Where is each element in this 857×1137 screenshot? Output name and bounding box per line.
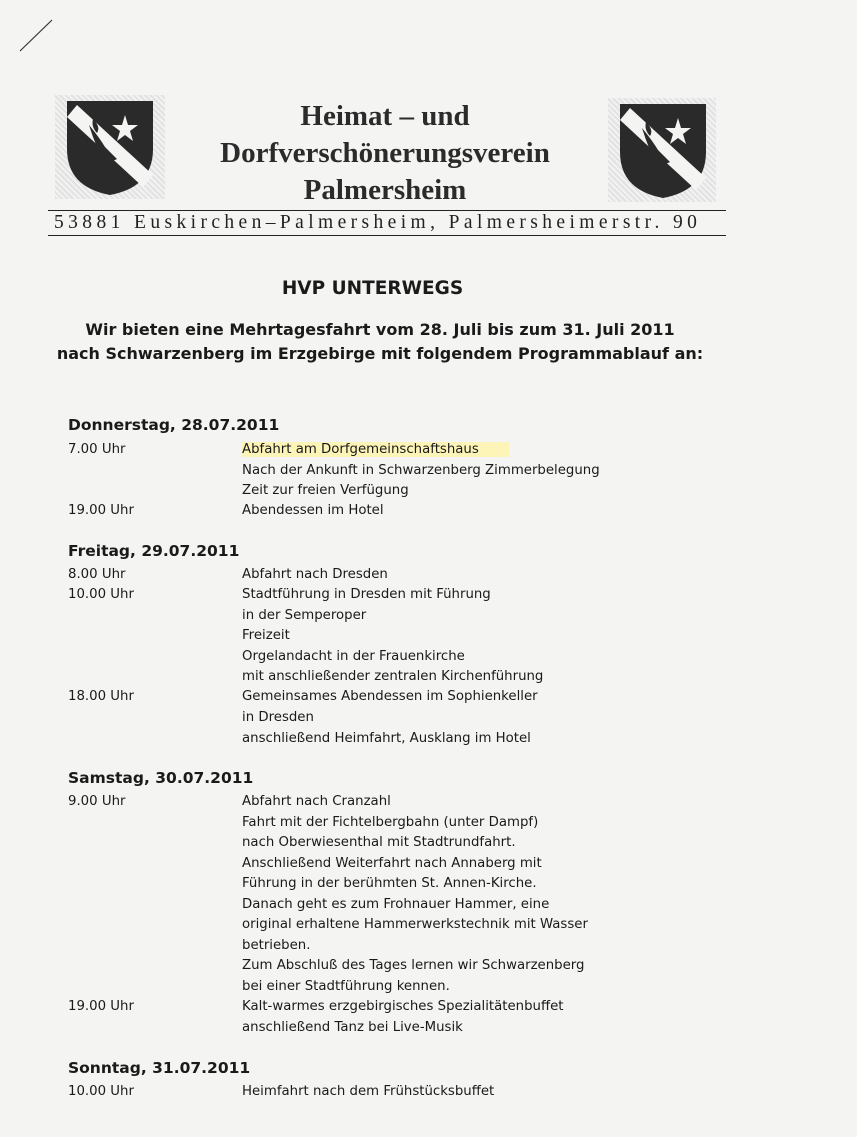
schedule-row [68, 1084, 768, 1105]
schedule-text: in Dresden [242, 710, 314, 725]
schedule-time: 19.00 Uhr [68, 503, 134, 518]
schedule-text: Anschließend Weiterfahrt nach Annaberg mit [242, 856, 542, 871]
schedule-time: 9.00 Uhr [68, 794, 126, 809]
schedule-text: original erhaltene Hammerwerkstechnik mit Wasser [242, 917, 588, 932]
day-title: Samstag, 30.07.2011 [68, 769, 254, 787]
schedule-text: mit anschließender zentralen Kirchenführung [242, 669, 544, 684]
schedule-time: 10.00 Uhr [68, 587, 134, 602]
schedule-row [68, 689, 768, 710]
club-name-line: Palmersheim [303, 174, 467, 206]
schedule-row [68, 917, 768, 938]
schedule-time: 8.00 Uhr [68, 567, 126, 582]
schedule-text: anschließend Heimfahrt, Ausklang im Hotel [242, 731, 531, 746]
schedule-text: Führung in der berühmten St. Annen-Kirche. [242, 876, 537, 891]
schedule-text: nach Oberwiesenthal mit Stadtrundfahrt. [242, 835, 516, 850]
schedule-row [68, 835, 768, 856]
schedule-row [68, 608, 768, 629]
schedule-text: bei einer Stadtführung kennen. [242, 979, 450, 994]
schedule-row [68, 731, 768, 752]
schedule-text: Gemeinsames Abendessen im Sophienkeller [242, 689, 538, 704]
schedule-text: Heimfahrt nach dem Frühstücksbuffet [242, 1084, 495, 1099]
pen-stroke-icon [18, 18, 58, 58]
crest-left-icon [55, 95, 165, 199]
schedule-text: Zum Abschluß des Tages lernen wir Schwarzenberg [242, 958, 585, 973]
schedule-row [68, 649, 768, 670]
schedule-row [68, 856, 768, 877]
schedule-row [68, 669, 768, 690]
schedule-text: in der Semperoper [242, 608, 367, 623]
schedule-text: Abfahrt am Dorfgemeinschaftshaus [242, 442, 509, 457]
schedule-row [68, 794, 768, 815]
schedule-text: Stadtführung in Dresden mit Führung [242, 587, 491, 602]
schedule-text: Abfahrt nach Cranzahl [242, 794, 391, 809]
schedule-row [68, 958, 768, 979]
schedule-row [68, 710, 768, 731]
schedule-row [68, 1020, 768, 1041]
schedule-row [68, 897, 768, 918]
schedule-row [68, 628, 768, 649]
intro-line: nach Schwarzenberg im Erzgebirge mit folgendem Programmablauf an: [56, 344, 704, 363]
day-title: Freitag, 29.07.2011 [68, 542, 240, 560]
schedule-text: Nach der Ankunft in Schwarzenberg Zimmerbelegung [242, 463, 600, 478]
schedule-time: 7.00 Uhr [68, 442, 126, 457]
schedule-time: 19.00 Uhr [68, 999, 134, 1014]
schedule-text: Freizeit [242, 628, 290, 643]
schedule-row [68, 999, 768, 1020]
day-title: Donnerstag, 28.07.2011 [68, 416, 280, 434]
schedule-text: Abendessen im Hotel [242, 503, 384, 518]
schedule-text: betrieben. [242, 938, 311, 953]
club-name [170, 98, 600, 209]
schedule-time: 10.00 Uhr [68, 1084, 134, 1099]
day-title: Sonntag, 31.07.2011 [68, 1059, 251, 1077]
schedule-time: 18.00 Uhr [68, 689, 134, 704]
page-title: HVP UNTERWEGS [281, 278, 464, 299]
crest-right-icon [608, 98, 716, 202]
club-name-line: Dorfverschönerungsverein [220, 137, 550, 169]
schedule-text: Danach geht es zum Frohnauer Hammer, eine [242, 897, 550, 912]
club-address: 53881 Euskirchen–Palmersheim, Palmersheimerstr. 90 [48, 210, 726, 236]
intro-text [40, 318, 720, 366]
schedule-row [68, 938, 768, 959]
club-name-line: Heimat – und [300, 100, 470, 132]
schedule-row [68, 815, 768, 836]
schedule-row [68, 979, 768, 1000]
schedule-text: Abfahrt nach Dresden [242, 567, 388, 582]
schedule-row [68, 463, 768, 484]
schedule-row [68, 483, 768, 504]
schedule-text: Kalt-warmes erzgebirgisches Spezialitätenbuffet [242, 999, 564, 1014]
schedule-row [68, 503, 768, 524]
schedule-text: Orgelandacht in der Frauenkirche [242, 649, 465, 664]
schedule-text: Zeit zur freien Verfügung [242, 483, 409, 498]
schedule-row [68, 876, 768, 897]
schedule-row [68, 567, 768, 588]
intro-line: Wir bieten eine Mehrtagesfahrt vom 28. Juli bis zum 31. Juli 2011 [85, 320, 675, 339]
schedule-text: Fahrt mit der Fichtelbergbahn (unter Dampf) [242, 815, 539, 830]
schedule-row [68, 587, 768, 608]
schedule-text: anschließend Tanz bei Live-Musik [242, 1020, 463, 1035]
schedule-row [68, 442, 768, 463]
